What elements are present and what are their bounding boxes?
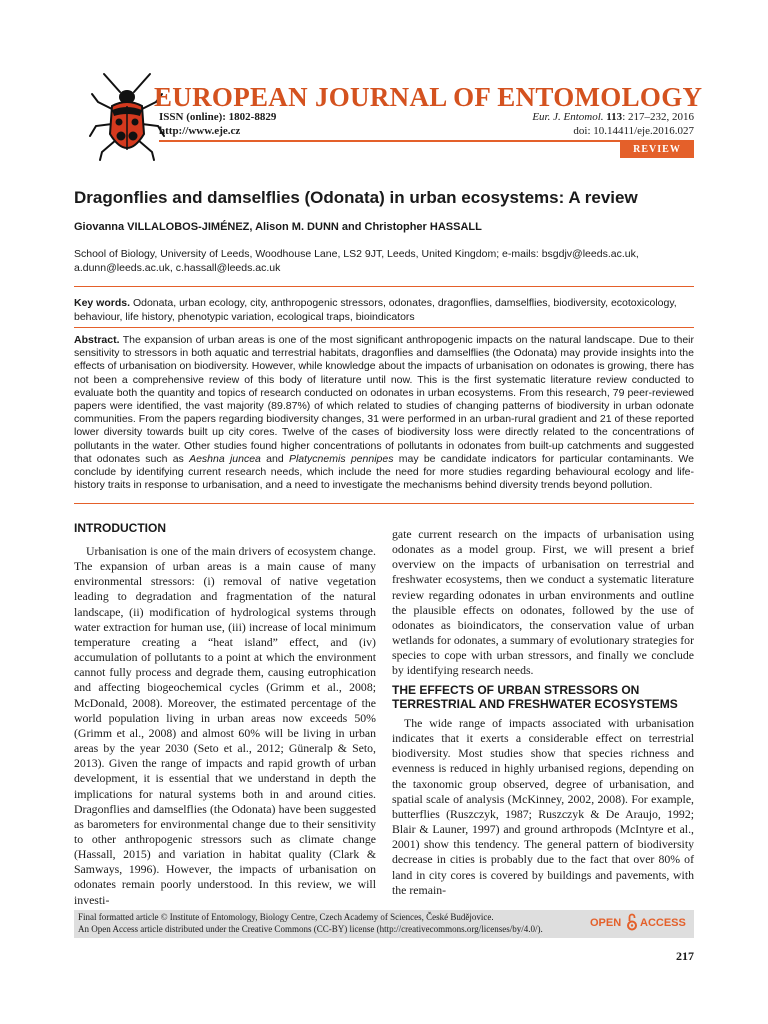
keywords-label: Key words. [74,297,131,309]
section-heading-introduction: INTRODUCTION [74,521,166,535]
keywords-text: Odonata, urban ecology, city, anthropogenic stressors, odonates, dragonflies, damselflies, biodiversity, ecotoxicology, behaviour, life history, phenotypic variation, ecological traps, bioindicators [74,297,677,323]
citation-pages: : 217–232, 2016 [622,111,694,123]
article-title: Dragonflies and damselflies (Odonata) in urban ecosystems: A review [74,188,638,207]
abstract-text-1: The expansion of urban areas is one of the most significant anthropogenic impacts on the natural landscape. Due to their sensitivity to stressors in both aquatic and terrestrial habitats, dragonflies and damselflies (the Odonata) may provide insights into the effects of urbanisation on biodiversity. However, while knowledge about the impacts of urbanisation on odonates is growing, there has not been a comprehensive review of this body of literature until now. This is the first systematic literature review conducted to evaluate both the quantity and topics of research conducted on odonates in urban ecosystems. From this research, 79 peer-reviewed papers were identified, the vast majority (89.87%) of which related to studies of changing patterns of biodiversity in urban odonate communities. From the papers regarding biodiversity changes, 31 were performed in an urban-rural gradient and 21 of these reported lower diversity towards built up city cores. Twelve of the cases of biodiversity loss were directly related to the concentrations of pollutants in the water. Other studies found higher concentrations of pollutants in odonates from built-up catchments and suggested that odonates such as [74,334,694,465]
article-type-badge: REVIEW [620,142,694,158]
intro-paragraph: Urbanisation is one of the main drivers of ecosystem change. The expansion of urban areas is a main cause of many environmental stressors: (i) removal of native vegetation leading to degradation and fragmentation of the natural landscape, (ii) modification of hydrological systems through water extraction for human use, (iii) increase of local minimum temperature creating a “heat island” effect, and (iv) accumulation of pollutants to a point at which the environment cannot fully process and degrade them, causing eutrophication and affecting biogeochemical cycles (Grimm et al., 2008; McDonald, 2008). Moreover, the estimated percentage of the world population living in urban areas now exceeds 50% (Grimm et al., 2008) and almost 60% will be living in urban areas by the year 2030 (Seto et al., 2012; Güneralp & Seto, 2013). Given the range of impacts and rapid growth of urban development, it is essential that we understand in depth the implications for natural systems both in and around cities. Dragonflies and damselflies (the Odonata) have been suggested as barometers for environmental change due to their sensitivity to other anthropogenic stressors such as climate change (Hassall, 2015) and variation in habitat quality (Clark & Samways, 1996). However, the impacts of urbanisation on odonates remain poorly understood. In this review, we will investi- [74,544,376,907]
open-lock-icon [627,913,637,931]
abstract-label: Abstract. [74,334,120,346]
citation-volume: 113 [606,111,623,123]
open-access-open: OPEN [590,917,622,929]
divider [74,327,694,328]
effects-paragraph: The wide range of impacts associated with urbanisation indicates that it exerts a considerable effect on terrestrial biodiversity. Most studies show that species richness and evenness is reduced in highly urbanised regions, depending on the taxonomic group observed, degree of urbanisation, and spatial scale of analysis (McKinney, 2002, 2008). For example, butterflies (Ruszczyk, 1987; Ruszczyk & De Araujo, 1992; Blair & Launer, 1997) and ground arthropods (McIntyre et al., 2001) show this tendency. The general pattern of biodiversity decrease in cities is probably due to the fact that over 80% of land in city cores is covered by buildings and pavements, with the remain- [392,716,694,897]
body-column-right [392,527,694,679]
abstract-species-1: Aeshna juncea [189,452,261,465]
open-access-access: ACCESS [640,917,686,929]
abstract [74,334,694,492]
journal-title: EUROPEAN JOURNAL OF ENTOMOLOGY [154,82,703,112]
divider [74,503,694,504]
citation [532,111,694,123]
citation-journal: Eur. J. Entomol. [532,111,604,123]
copyright-line: Final formatted article © Institute of Entomology, Biology Centre, Czech Academy of Sciences, České Budějovice. [78,912,494,922]
intro-continuation: gate current research on the impacts of urbanisation using odonates as a model group. First, we will present a brief overview on the impacts of urbanisation on terrestrial and freshwater ecosystems, then we conduct a systematic literature review regarding odonates in urban environments and outline the plausible effects on odonates, followed by the use of odonates as bioindicators, the conservation value of urban wetlands for odonates, a summary of evolutionary strategies for species to cope with urban stressors, and finally we conclude by identifying research needs. [392,527,694,678]
issn: ISSN (online): 1802-8829 [159,111,277,123]
journal-url[interactable]: http://www.eje.cz [159,125,241,137]
affiliation: School of Biology, University of Leeds, Woodhouse Lane, LS2 9JT, Leeds, United Kingdom; e-mails: bsgdjv@leeds.ac.uk, a.dunn@leeds.ac.uk, c.hassall@leeds.ac.uk [74,248,639,274]
divider [74,286,694,287]
header-rule [159,140,694,142]
license-line: An Open Access article distributed under the Creative Commons (CC-BY) license (http://creativecommons.org/licenses/by/4.0/). [78,924,543,934]
abstract-and: and [260,452,289,465]
keywords [74,296,694,324]
doi[interactable]: doi: 10.14411/eje.2016.027 [573,125,694,137]
authors: Giovanna VILLALOBOS-JIMÉNEZ, Alison M. DUNN and Christopher HASSALL [74,221,482,233]
body-column-right-2 [392,716,694,898]
abstract-text-2: may be candidate indicators for particular contaminants. We conclude by identifying current research needs, which include the need for more studies regarding behavioural ecology and life-history traits in response to urbanisation, and a need to investigate the mechanisms behind diversity trends beyond pollution. [74,452,694,492]
page-number: 217 [676,949,694,963]
section-heading-effects: THE EFFECTS OF URBAN STRESSORS ON TERRESTRIAL AND FRESHWATER ECOSYSTEMS [392,683,678,711]
abstract-species-2: Platycnemis pennipes [288,452,394,465]
body-column-left [74,544,376,908]
